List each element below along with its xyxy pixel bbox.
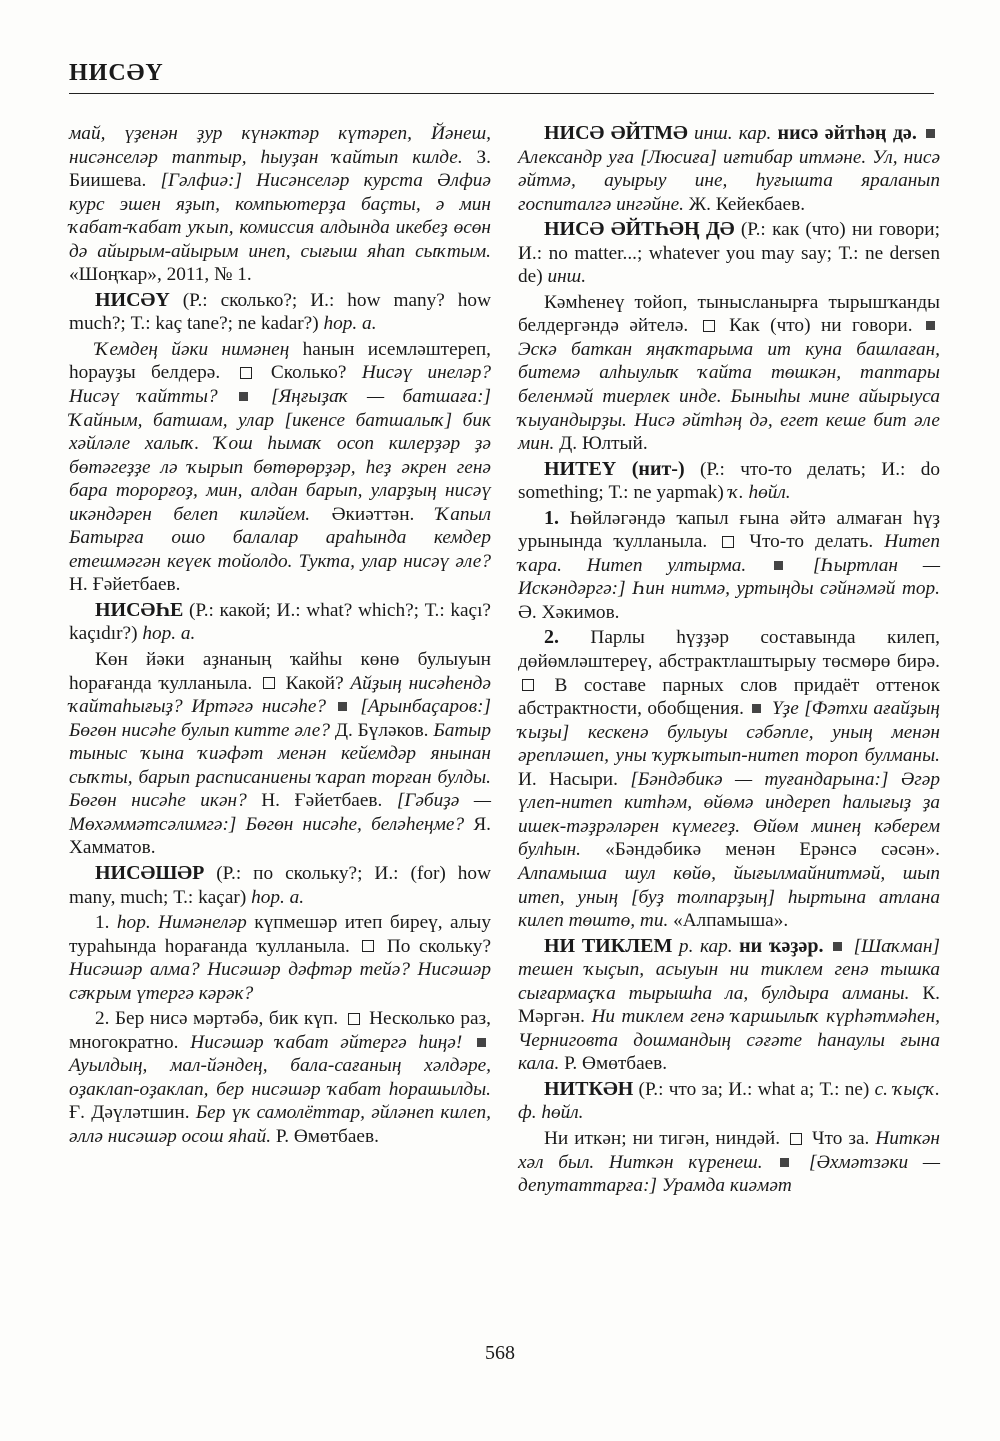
italic-text: [Әхмәтзәки — депутаттарға:] Урамда киәмәт (518, 1151, 940, 1197)
entry-paragraph (69, 599, 491, 646)
example-square-icon (774, 561, 783, 570)
text: И. Насыри. (518, 768, 631, 790)
italic-text: Нисәшәр ҡабат әйтергә һиңә! (190, 1031, 475, 1053)
left-column (69, 122, 491, 1151)
text: Как (что) ни говори. (718, 315, 923, 337)
entry-paragraph (518, 1127, 940, 1198)
italic-text: [Яңғыҙаҡ — батшаға:] Ҡайным, батшам, улар [икенсе батшалыҡ] бик хәйләле халыҡ. Ҡош һымаҡ осоп килерҙәр ҙә бөтәгеҙҙе лә ҡырып бөтөрөрҙәр, һеҙ әкрен генә бара торорғоҙ, мин, алдан барып, уларҙың нисәү икәндәрен белеп киләйем. (69, 386, 491, 525)
italic-text: һор. а. (142, 623, 196, 645)
italic-text: р. кар. (672, 935, 740, 957)
text: Что-то делать. (738, 531, 885, 553)
example-square-icon (477, 1038, 486, 1047)
text: Ни иткән; ни тигән, ниндәй. (544, 1127, 787, 1149)
translation-box-icon (790, 1133, 802, 1145)
italic-text: Ниткән хәл был. Ниткән күренеш. (518, 1127, 940, 1173)
running-head: НИСӘҮ (69, 60, 164, 86)
text: Д. Бүләков. (334, 719, 434, 741)
text: Несколько раз, многократно. (69, 1008, 491, 1053)
text: Р. Өмөтбаев. (275, 1125, 379, 1147)
text: Что за. (806, 1127, 876, 1149)
italic-text: Эскә баткан яңаҡтарыма ит куна башлаған, битемә алһыулыҡ ҡайта төшкән, таптары беленмәй тиерлек инде. Быныһы мине айырыуса ҡыуандырҙы. Нисә әйтһәң дә, егет кеше бит әле мин. (518, 338, 940, 455)
text: 2. Бер нисә мәртәбә, бик күп. (95, 1008, 344, 1030)
example-square-icon (239, 392, 248, 401)
text: Ж. Кейекбаев. (688, 193, 806, 215)
example-square-icon (752, 704, 761, 713)
text: Я. Хамматов. (69, 813, 491, 859)
headword: ни ҡәҙәр. (739, 934, 824, 957)
entry-paragraph (69, 338, 491, 597)
text: В составе парных слов придаёт оттенок абстрактности, обобщения. (518, 674, 940, 720)
text: «Бәндәбикә менән Ерәнсә сәсән». (605, 839, 940, 861)
entry-paragraph (518, 291, 940, 456)
headword: НИСӘ ӘЙТҺӘҢ ДӘ (544, 218, 735, 241)
entry-paragraph (69, 289, 491, 336)
italic-text: Ҡемдең йәки нимәнең (95, 338, 290, 360)
text: Н. Ғәйетбаев. (261, 790, 397, 812)
translation-box-icon (362, 940, 374, 952)
text: Ғ. Дәүләтшин. (69, 1102, 196, 1124)
text (917, 123, 923, 144)
entry-paragraph (69, 911, 491, 1005)
italic-text: һор. а. (251, 886, 305, 908)
text: Көн йәки аҙнаның ҡайһы көнө булыуын һорағанда ҡулланыла. (69, 649, 491, 694)
entry-paragraph (518, 935, 940, 1076)
text: Н. Ғәйетбаев. (69, 574, 181, 596)
page-number: 568 (485, 1342, 515, 1364)
translation-box-icon (522, 679, 534, 691)
example-square-icon (338, 702, 347, 711)
italic-text: [Арынбаҫаров:] Бөгөн нисәһе булып китте әле? (69, 696, 491, 741)
italic-text: [Бәндәбикә — туғандарына:] Әгәр үлеп-нитеп китһәм, өйөмә индереп һалығыҙ ҙа ишек-тәҙрәләрен күмегеҙ. Өйөм минең кәберем булһын. (518, 768, 940, 861)
text: 1. (95, 912, 117, 934)
italic-text: [Шаҡман] тешен ҡыҫып, асыуын ни тиклем генә тышка сығармаҫҡа тырышһа ла, булдыра алманы. (518, 935, 941, 1004)
italic-text: Александр уға [Люсиға] иғтибар итмәне. Ул, нисә әйтмә, ауырыу ине, һуғышта яраланып госпиталгә ингәйне. (518, 146, 940, 215)
italic-text: Батыр тыныс ҡына ҡиәфәт менән кейемдәр янынан сыҡты, барып расписаниены ҡарап торған булды. Бөгөн нисәһе икән? (69, 719, 491, 812)
headword: НИСӘҮ (95, 288, 170, 311)
headword: НИТКӘН (544, 1077, 634, 1100)
entry-paragraph (518, 626, 940, 932)
italic-text: [Гәбиҙә — Мөхәммәтсәлимгә:] Бөгөн нисәһе, беләһеңме? (69, 790, 491, 835)
right-column (518, 122, 940, 1200)
text: (Р.: сколько?; И.: how many? how much?; Т.: kaç tane?; ne kadar?) (69, 289, 491, 335)
translation-box-icon (240, 367, 252, 379)
italic-text: [Һыртлан — Искәндәргә:] Һин нитмә, уртыңды сәйнәмәй тор. (518, 554, 940, 600)
headword: нисә әйтһәң дә. (777, 122, 917, 144)
text: «Алпамыша». (673, 910, 789, 932)
entry-paragraph (69, 648, 491, 860)
italic-text: май, үҙенән ҙур күнәктәр күтәреп, Йәнеш, нисәнселәр таптыр, һыуҙан ҡайтып килде. (69, 123, 491, 168)
italic-text: ҡ. һөйл. (728, 482, 791, 504)
text: Р. Өмөтбаев. (564, 1053, 668, 1075)
example-square-icon (833, 942, 842, 951)
text: (Р.: какой; И.: what? which?; Т.: kaçı? kaçıdır?) (69, 599, 491, 645)
entry-paragraph (518, 1078, 940, 1125)
text: (Р.: что-то делать; И.: do something; Т.: ne yapmak) (518, 458, 941, 504)
headword: НИСӘҺЕ (95, 598, 184, 621)
example-square-icon (780, 1158, 789, 1167)
entry-paragraph (518, 122, 940, 216)
headword: НИ ТИКЛЕМ (544, 934, 673, 957)
translation-box-icon (263, 677, 275, 689)
text: З. Биишева. (69, 146, 491, 192)
entry-paragraph (518, 458, 940, 505)
headword: НИТЕҮ (нит-) (544, 457, 685, 480)
text: Д. Юлтый. (559, 433, 648, 455)
italic-text: Ауылдың, мал-йәндең, бала-сағаның хәлдәре, оҙаклап-оҙаклап, бер нисәшәр ҡабат һорашылды. (69, 1055, 491, 1100)
text: Парлы һүҙҙәр составында килеп, дөйөмләштереү, абстрактлаштырыу төсмөрө бирә. (518, 627, 940, 673)
italic-text: Алпамыша шул көйө, йығылмайнитмәй, шып итеп, уның [буҙ толпарҙың] һыртына атлана килеп төштө, ти. (518, 862, 940, 932)
italic-text: с. ҡыҫҡ. ф. һөйл. (518, 1078, 940, 1124)
translation-box-icon (722, 536, 734, 548)
italic-text: һор. а. (323, 313, 377, 335)
text: «Шоңҡар», 2011, № 1. (69, 264, 252, 286)
text: (Р.: по скольку?; И.: (for) how many, much; Т.: kaçar) (69, 862, 491, 908)
text: Какой? (278, 672, 351, 694)
italic-text: Айҙың нисәһендә ҡайтаһығыҙ? Иртәгә нисәһе? (69, 672, 491, 718)
entry-paragraph (69, 1007, 491, 1148)
translation-box-icon (348, 1013, 360, 1025)
text: Кәмһенеү тойоп, тынысланырға тырышҡанды белдергәндә әйтелә. (518, 291, 940, 337)
headword: 2. (544, 626, 559, 649)
entry-paragraph (69, 122, 491, 287)
text: Ә. Хәкимов. (518, 601, 620, 623)
headword: 1. (544, 506, 559, 529)
text: Әкиәттән. (331, 503, 436, 525)
text: К. Мәргән. (518, 982, 940, 1028)
text: По скольку? (378, 935, 491, 957)
entry-paragraph (518, 507, 940, 625)
italic-text: Нитеп ҡара. Нитеп ултырма. (518, 531, 940, 576)
italic-text: [Гәлфиә:] Нисәнселәр курста Әлфиә курс эшен яҙып, компьютерҙа баҫты, ә мин ҡабат-ҡабат уҡып, комиссия алдында икебеҙ өсөн дә айырым-айырым инеп, сығыш яһап сыҡтым. (69, 170, 491, 262)
italic-text: Ҡапыл Батырға ошо балалар араһында кемдер етешмәгән кеүек тойолдо. Тукта, улар нисәү әле? (69, 503, 491, 572)
italic-text: Нисәшәр алма? Нисәшәр дәфтәр тейә? Нисәшәр сәҡрым үтергә кәрәк? (69, 959, 491, 1004)
header-rule (69, 93, 934, 94)
italic-text: Ни тиклем генә ҡаршылыҡ күрһәтмәһен, Черниговта дошмандың сәғәте һанаулы ғына кала. (518, 1006, 940, 1075)
headword: НИСӘШӘР (95, 861, 205, 884)
example-square-icon (926, 321, 935, 330)
italic-text: Үҙе [Фәтхи ағайҙың ҡыҙы] кескенә булыуы сәбәпле, уның менән әреплəшеп, уны ҡурҡытып-нитеп тороп булманы. (518, 698, 940, 767)
text: (Р.: как (что) ни говори; И.: no matter...; whatever you may say; Т.: ne dersen de) (518, 219, 940, 288)
text: күпмешәр итеп биреү, алыу тураһында һорағанда ҡулланыла. (69, 912, 492, 957)
entry-paragraph (518, 218, 940, 289)
text: Сколько? (255, 362, 362, 384)
italic-text: инш. кар. (687, 123, 778, 144)
italic-text: Бер үк самолёттар, әйләнеп килеп, әллә нисәшәр осош яһай. (69, 1102, 491, 1147)
headword: НИСӘ ӘЙТМӘ (544, 122, 688, 144)
italic-text: Нимәнеләр (150, 912, 247, 934)
example-square-icon (926, 129, 935, 138)
entry-paragraph (69, 862, 491, 909)
translation-box-icon (703, 320, 715, 332)
italic-text: инш. (547, 266, 587, 288)
text (823, 936, 830, 957)
text: һанын исемләштереп, һорауҙы белдерә. (69, 338, 492, 384)
text: Һөйләгәндә ҡапыл ғына әйтә алмаған һүҙ урынында ҡулланыла. (518, 507, 940, 553)
italic-text: һор. (116, 912, 151, 934)
text: (Р.: что за; И.: what a; Т.: ne) (633, 1078, 875, 1100)
italic-text: Нисәү инеләр? Нисәү ҡайтты? (69, 362, 491, 408)
